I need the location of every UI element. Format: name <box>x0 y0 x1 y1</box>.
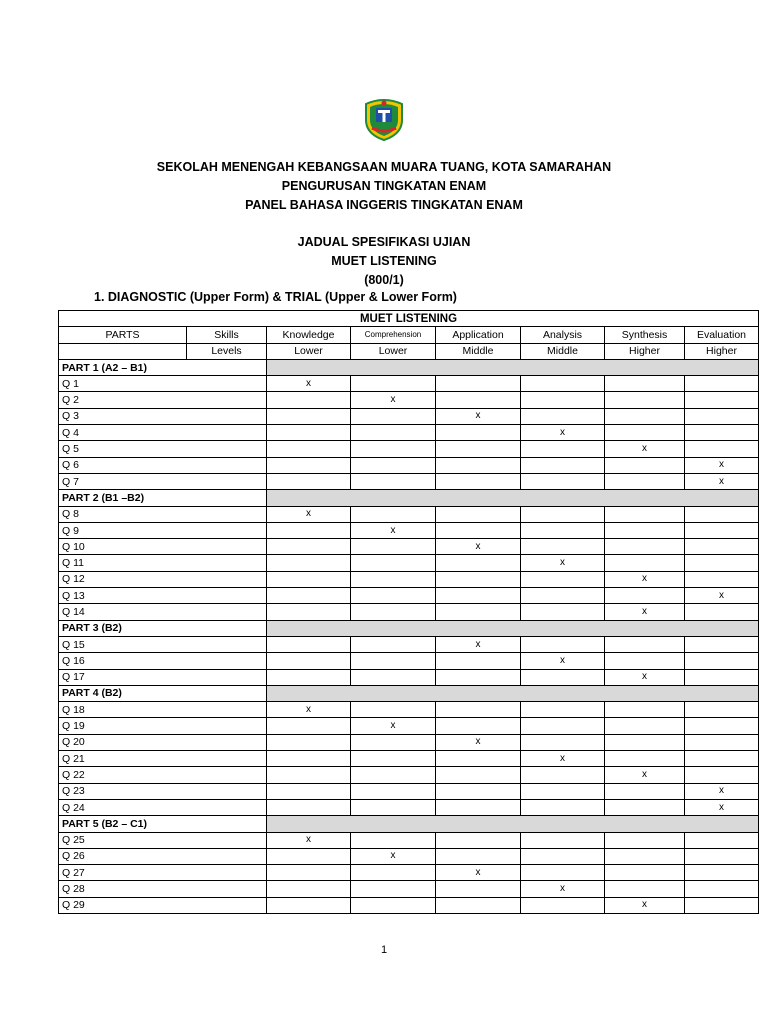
question-label: Q 11 <box>59 555 267 571</box>
question-row <box>59 522 759 538</box>
empty-cell <box>351 881 436 897</box>
question-row <box>59 473 759 489</box>
question-label: Q 12 <box>59 571 267 587</box>
part-shaded-band <box>267 490 759 506</box>
empty-cell <box>685 408 759 424</box>
levels-label: Levels <box>187 343 267 359</box>
empty-cell <box>436 881 521 897</box>
empty-cell <box>351 441 436 457</box>
part-header-row <box>59 620 759 636</box>
question-label: Q 7 <box>59 473 267 489</box>
skill-analysis: Analysis <box>521 327 605 343</box>
question-row <box>59 604 759 620</box>
empty-cell <box>351 588 436 604</box>
empty-cell <box>436 897 521 913</box>
empty-cell <box>605 799 685 815</box>
skill-mark: x <box>521 881 605 897</box>
empty-cell <box>267 783 351 799</box>
empty-cell <box>351 604 436 620</box>
question-label: Q 28 <box>59 881 267 897</box>
question-label: Q 21 <box>59 751 267 767</box>
empty-cell <box>267 897 351 913</box>
empty-cell <box>685 751 759 767</box>
management-name: PENGURUSAN TINGKATAN ENAM <box>281 179 487 193</box>
empty-cell <box>436 473 521 489</box>
empty-cell <box>436 425 521 441</box>
empty-cell <box>605 653 685 669</box>
skill-synthesis: Synthesis <box>605 327 685 343</box>
empty-cell <box>605 832 685 848</box>
empty-cell <box>605 473 685 489</box>
empty-cell <box>436 783 521 799</box>
levels-header-row <box>59 343 759 359</box>
question-row <box>59 636 759 652</box>
question-label: Q 10 <box>59 539 267 555</box>
part-header-row <box>59 685 759 701</box>
empty-cell <box>605 457 685 473</box>
empty-cell <box>267 734 351 750</box>
question-label: Q 16 <box>59 653 267 669</box>
empty-cell <box>605 392 685 408</box>
specification-table <box>58 310 759 914</box>
level-application: Middle <box>436 343 521 359</box>
empty-cell <box>267 636 351 652</box>
empty-cell <box>685 702 759 718</box>
empty-cell <box>521 702 605 718</box>
empty-cell <box>351 669 436 685</box>
empty-cell <box>685 669 759 685</box>
skill-mark: x <box>351 848 436 864</box>
empty-cell <box>521 865 605 881</box>
question-row <box>59 832 759 848</box>
skill-application: Application <box>436 327 521 343</box>
empty-cell <box>605 783 685 799</box>
empty-cell <box>685 897 759 913</box>
skill-mark: x <box>351 392 436 408</box>
empty-cell <box>267 571 351 587</box>
empty-cell <box>267 751 351 767</box>
empty-cell <box>351 506 436 522</box>
empty-cell <box>267 539 351 555</box>
empty-cell <box>351 555 436 571</box>
subject-name: MUET LISTENING <box>331 254 437 268</box>
empty-cell <box>351 783 436 799</box>
empty-cell <box>605 555 685 571</box>
empty-cell <box>605 506 685 522</box>
empty-cell <box>351 376 436 392</box>
part-shaded-band <box>267 816 759 832</box>
skill-mark: x <box>436 734 521 750</box>
empty-cell <box>685 376 759 392</box>
parts-header: PARTS <box>59 327 187 343</box>
question-row <box>59 555 759 571</box>
skill-comprehension: Comprehension <box>351 327 436 343</box>
document-heading <box>0 233 768 290</box>
empty-cell <box>267 669 351 685</box>
skill-mark: x <box>685 799 759 815</box>
empty-cell <box>685 848 759 864</box>
empty-cell <box>436 848 521 864</box>
empty-cell <box>267 881 351 897</box>
question-label: Q 26 <box>59 848 267 864</box>
empty-cell <box>267 865 351 881</box>
skill-mark: x <box>605 897 685 913</box>
skill-mark: x <box>436 539 521 555</box>
skill-mark: x <box>267 702 351 718</box>
table-title: MUET LISTENING <box>59 311 759 327</box>
skill-mark: x <box>605 571 685 587</box>
skill-mark: x <box>521 751 605 767</box>
empty-cell <box>605 376 685 392</box>
question-row <box>59 897 759 913</box>
empty-cell <box>351 408 436 424</box>
empty-cell <box>436 571 521 587</box>
empty-cell <box>267 848 351 864</box>
level-evaluation: Higher <box>685 343 759 359</box>
skill-mark: x <box>436 636 521 652</box>
empty-cell <box>521 783 605 799</box>
question-label: Q 27 <box>59 865 267 881</box>
empty-cell <box>521 636 605 652</box>
question-label: Q 17 <box>59 669 267 685</box>
empty-cell <box>521 441 605 457</box>
empty-cell <box>351 702 436 718</box>
empty-cell <box>605 425 685 441</box>
empty-cell <box>521 506 605 522</box>
empty-cell <box>685 392 759 408</box>
empty-cell <box>436 506 521 522</box>
level-synthesis: Higher <box>605 343 685 359</box>
empty-cell <box>685 522 759 538</box>
skill-mark: x <box>351 522 436 538</box>
question-row <box>59 588 759 604</box>
empty-cell <box>436 767 521 783</box>
empty-cell <box>521 473 605 489</box>
empty-cell <box>436 555 521 571</box>
empty-cell <box>436 441 521 457</box>
empty-cell <box>605 522 685 538</box>
empty-cell <box>685 832 759 848</box>
empty-cell <box>685 555 759 571</box>
question-label: Q 2 <box>59 392 267 408</box>
skill-mark: x <box>685 473 759 489</box>
empty-cell <box>605 751 685 767</box>
empty-cell <box>521 588 605 604</box>
empty-cell <box>685 425 759 441</box>
empty-cell <box>605 588 685 604</box>
empty-cell <box>351 636 436 652</box>
skill-mark: x <box>685 588 759 604</box>
skill-mark: x <box>351 718 436 734</box>
question-label: Q 4 <box>59 425 267 441</box>
empty-cell <box>685 865 759 881</box>
empty-cell <box>685 441 759 457</box>
empty-cell <box>351 832 436 848</box>
empty-cell <box>685 734 759 750</box>
question-label: Q 9 <box>59 522 267 538</box>
empty-cell <box>521 799 605 815</box>
empty-cell <box>685 571 759 587</box>
question-row <box>59 506 759 522</box>
question-row <box>59 865 759 881</box>
blank-cell <box>59 343 187 359</box>
empty-cell <box>605 636 685 652</box>
empty-cell <box>605 539 685 555</box>
part-shaded-band <box>267 359 759 375</box>
skill-mark: x <box>685 457 759 473</box>
subject-code: (800/1) <box>364 273 404 287</box>
empty-cell <box>521 767 605 783</box>
empty-cell <box>521 718 605 734</box>
section-title: 1. DIAGNOSTIC (Upper Form) & TRIAL (Upper & Lower Form) <box>94 290 457 304</box>
question-label: Q 22 <box>59 767 267 783</box>
empty-cell <box>436 457 521 473</box>
part-header-row <box>59 490 759 506</box>
part-label: PART 2 (B1 –B2) <box>59 490 267 506</box>
part-label: PART 4 (B2) <box>59 685 267 701</box>
empty-cell <box>521 734 605 750</box>
empty-cell <box>436 653 521 669</box>
empty-cell <box>436 604 521 620</box>
empty-cell <box>267 799 351 815</box>
part-label: PART 3 (B2) <box>59 620 267 636</box>
question-label: Q 13 <box>59 588 267 604</box>
skills-label: Skills <box>187 327 267 343</box>
question-row <box>59 376 759 392</box>
skill-mark: x <box>605 604 685 620</box>
school-heading <box>0 158 768 215</box>
empty-cell <box>267 392 351 408</box>
table-title-row <box>59 311 759 327</box>
level-comprehension: Lower <box>351 343 436 359</box>
empty-cell <box>267 604 351 620</box>
empty-cell <box>521 392 605 408</box>
question-row <box>59 539 759 555</box>
empty-cell <box>267 718 351 734</box>
question-label: Q 3 <box>59 408 267 424</box>
empty-cell <box>521 457 605 473</box>
question-label: Q 15 <box>59 636 267 652</box>
question-label: Q 8 <box>59 506 267 522</box>
question-label: Q 20 <box>59 734 267 750</box>
empty-cell <box>521 522 605 538</box>
empty-cell <box>267 653 351 669</box>
empty-cell <box>605 702 685 718</box>
question-row <box>59 653 759 669</box>
part-shaded-band <box>267 685 759 701</box>
part-shaded-band <box>267 620 759 636</box>
empty-cell <box>685 506 759 522</box>
empty-cell <box>267 767 351 783</box>
empty-cell <box>685 604 759 620</box>
question-label: Q 24 <box>59 799 267 815</box>
skill-mark: x <box>605 441 685 457</box>
question-label: Q 1 <box>59 376 267 392</box>
skill-mark: x <box>267 376 351 392</box>
empty-cell <box>351 457 436 473</box>
question-row <box>59 408 759 424</box>
question-row <box>59 718 759 734</box>
question-row <box>59 848 759 864</box>
empty-cell <box>267 408 351 424</box>
empty-cell <box>436 702 521 718</box>
empty-cell <box>521 376 605 392</box>
empty-cell <box>436 718 521 734</box>
skill-evaluation: Evaluation <box>685 327 759 343</box>
skill-mark: x <box>267 832 351 848</box>
question-row <box>59 702 759 718</box>
empty-cell <box>521 571 605 587</box>
empty-cell <box>436 832 521 848</box>
empty-cell <box>685 636 759 652</box>
question-row <box>59 441 759 457</box>
empty-cell <box>685 718 759 734</box>
panel-name: PANEL BAHASA INGGERIS TINGKATAN ENAM <box>245 198 523 212</box>
empty-cell <box>436 376 521 392</box>
part-label: PART 5 (B2 – C1) <box>59 816 267 832</box>
empty-cell <box>351 767 436 783</box>
empty-cell <box>685 881 759 897</box>
empty-cell <box>351 539 436 555</box>
skill-mark: x <box>605 767 685 783</box>
skills-header-row <box>59 327 759 343</box>
school-name: SEKOLAH MENENGAH KEBANGSAAN MUARA TUANG, KOTA SAMARAHAN <box>156 160 612 174</box>
empty-cell <box>605 865 685 881</box>
question-row <box>59 734 759 750</box>
empty-cell <box>267 457 351 473</box>
empty-cell <box>521 669 605 685</box>
empty-cell <box>351 897 436 913</box>
question-label: Q 6 <box>59 457 267 473</box>
question-label: Q 5 <box>59 441 267 457</box>
empty-cell <box>521 832 605 848</box>
question-label: Q 14 <box>59 604 267 620</box>
skill-knowledge: Knowledge <box>267 327 351 343</box>
empty-cell <box>436 392 521 408</box>
question-label: Q 23 <box>59 783 267 799</box>
empty-cell <box>436 751 521 767</box>
question-row <box>59 669 759 685</box>
level-knowledge: Lower <box>267 343 351 359</box>
part-header-row <box>59 359 759 375</box>
empty-cell <box>521 539 605 555</box>
empty-cell <box>521 897 605 913</box>
question-label: Q 18 <box>59 702 267 718</box>
question-row <box>59 457 759 473</box>
question-row <box>59 751 759 767</box>
empty-cell <box>351 799 436 815</box>
empty-cell <box>521 848 605 864</box>
empty-cell <box>267 555 351 571</box>
empty-cell <box>436 588 521 604</box>
empty-cell <box>521 408 605 424</box>
empty-cell <box>267 522 351 538</box>
skill-mark: x <box>521 653 605 669</box>
empty-cell <box>685 539 759 555</box>
empty-cell <box>351 751 436 767</box>
empty-cell <box>351 734 436 750</box>
skill-mark: x <box>521 555 605 571</box>
empty-cell <box>436 522 521 538</box>
empty-cell <box>685 653 759 669</box>
part-label: PART 1 (A2 – B1) <box>59 359 267 375</box>
empty-cell <box>351 425 436 441</box>
question-row <box>59 571 759 587</box>
skill-mark: x <box>436 408 521 424</box>
empty-cell <box>436 799 521 815</box>
empty-cell <box>351 865 436 881</box>
skill-mark: x <box>685 783 759 799</box>
level-analysis: Middle <box>521 343 605 359</box>
part-header-row <box>59 816 759 832</box>
empty-cell <box>267 425 351 441</box>
empty-cell <box>436 669 521 685</box>
empty-cell <box>521 604 605 620</box>
skill-mark: x <box>605 669 685 685</box>
empty-cell <box>605 408 685 424</box>
question-row <box>59 799 759 815</box>
question-row <box>59 425 759 441</box>
empty-cell <box>267 588 351 604</box>
skill-mark: x <box>267 506 351 522</box>
question-row <box>59 767 759 783</box>
empty-cell <box>351 473 436 489</box>
empty-cell <box>267 441 351 457</box>
question-label: Q 25 <box>59 832 267 848</box>
question-row <box>59 881 759 897</box>
question-row <box>59 783 759 799</box>
question-label: Q 29 <box>59 897 267 913</box>
question-label: Q 19 <box>59 718 267 734</box>
empty-cell <box>351 571 436 587</box>
question-row <box>59 392 759 408</box>
skill-mark: x <box>436 865 521 881</box>
empty-cell <box>605 848 685 864</box>
empty-cell <box>685 767 759 783</box>
empty-cell <box>605 734 685 750</box>
empty-cell <box>605 881 685 897</box>
empty-cell <box>351 653 436 669</box>
page-number: 1 <box>380 944 388 956</box>
empty-cell <box>267 473 351 489</box>
document-title: JADUAL SPESIFIKASI UJIAN <box>297 235 471 249</box>
empty-cell <box>605 718 685 734</box>
school-crest-logo <box>360 94 408 142</box>
skill-mark: x <box>521 425 605 441</box>
